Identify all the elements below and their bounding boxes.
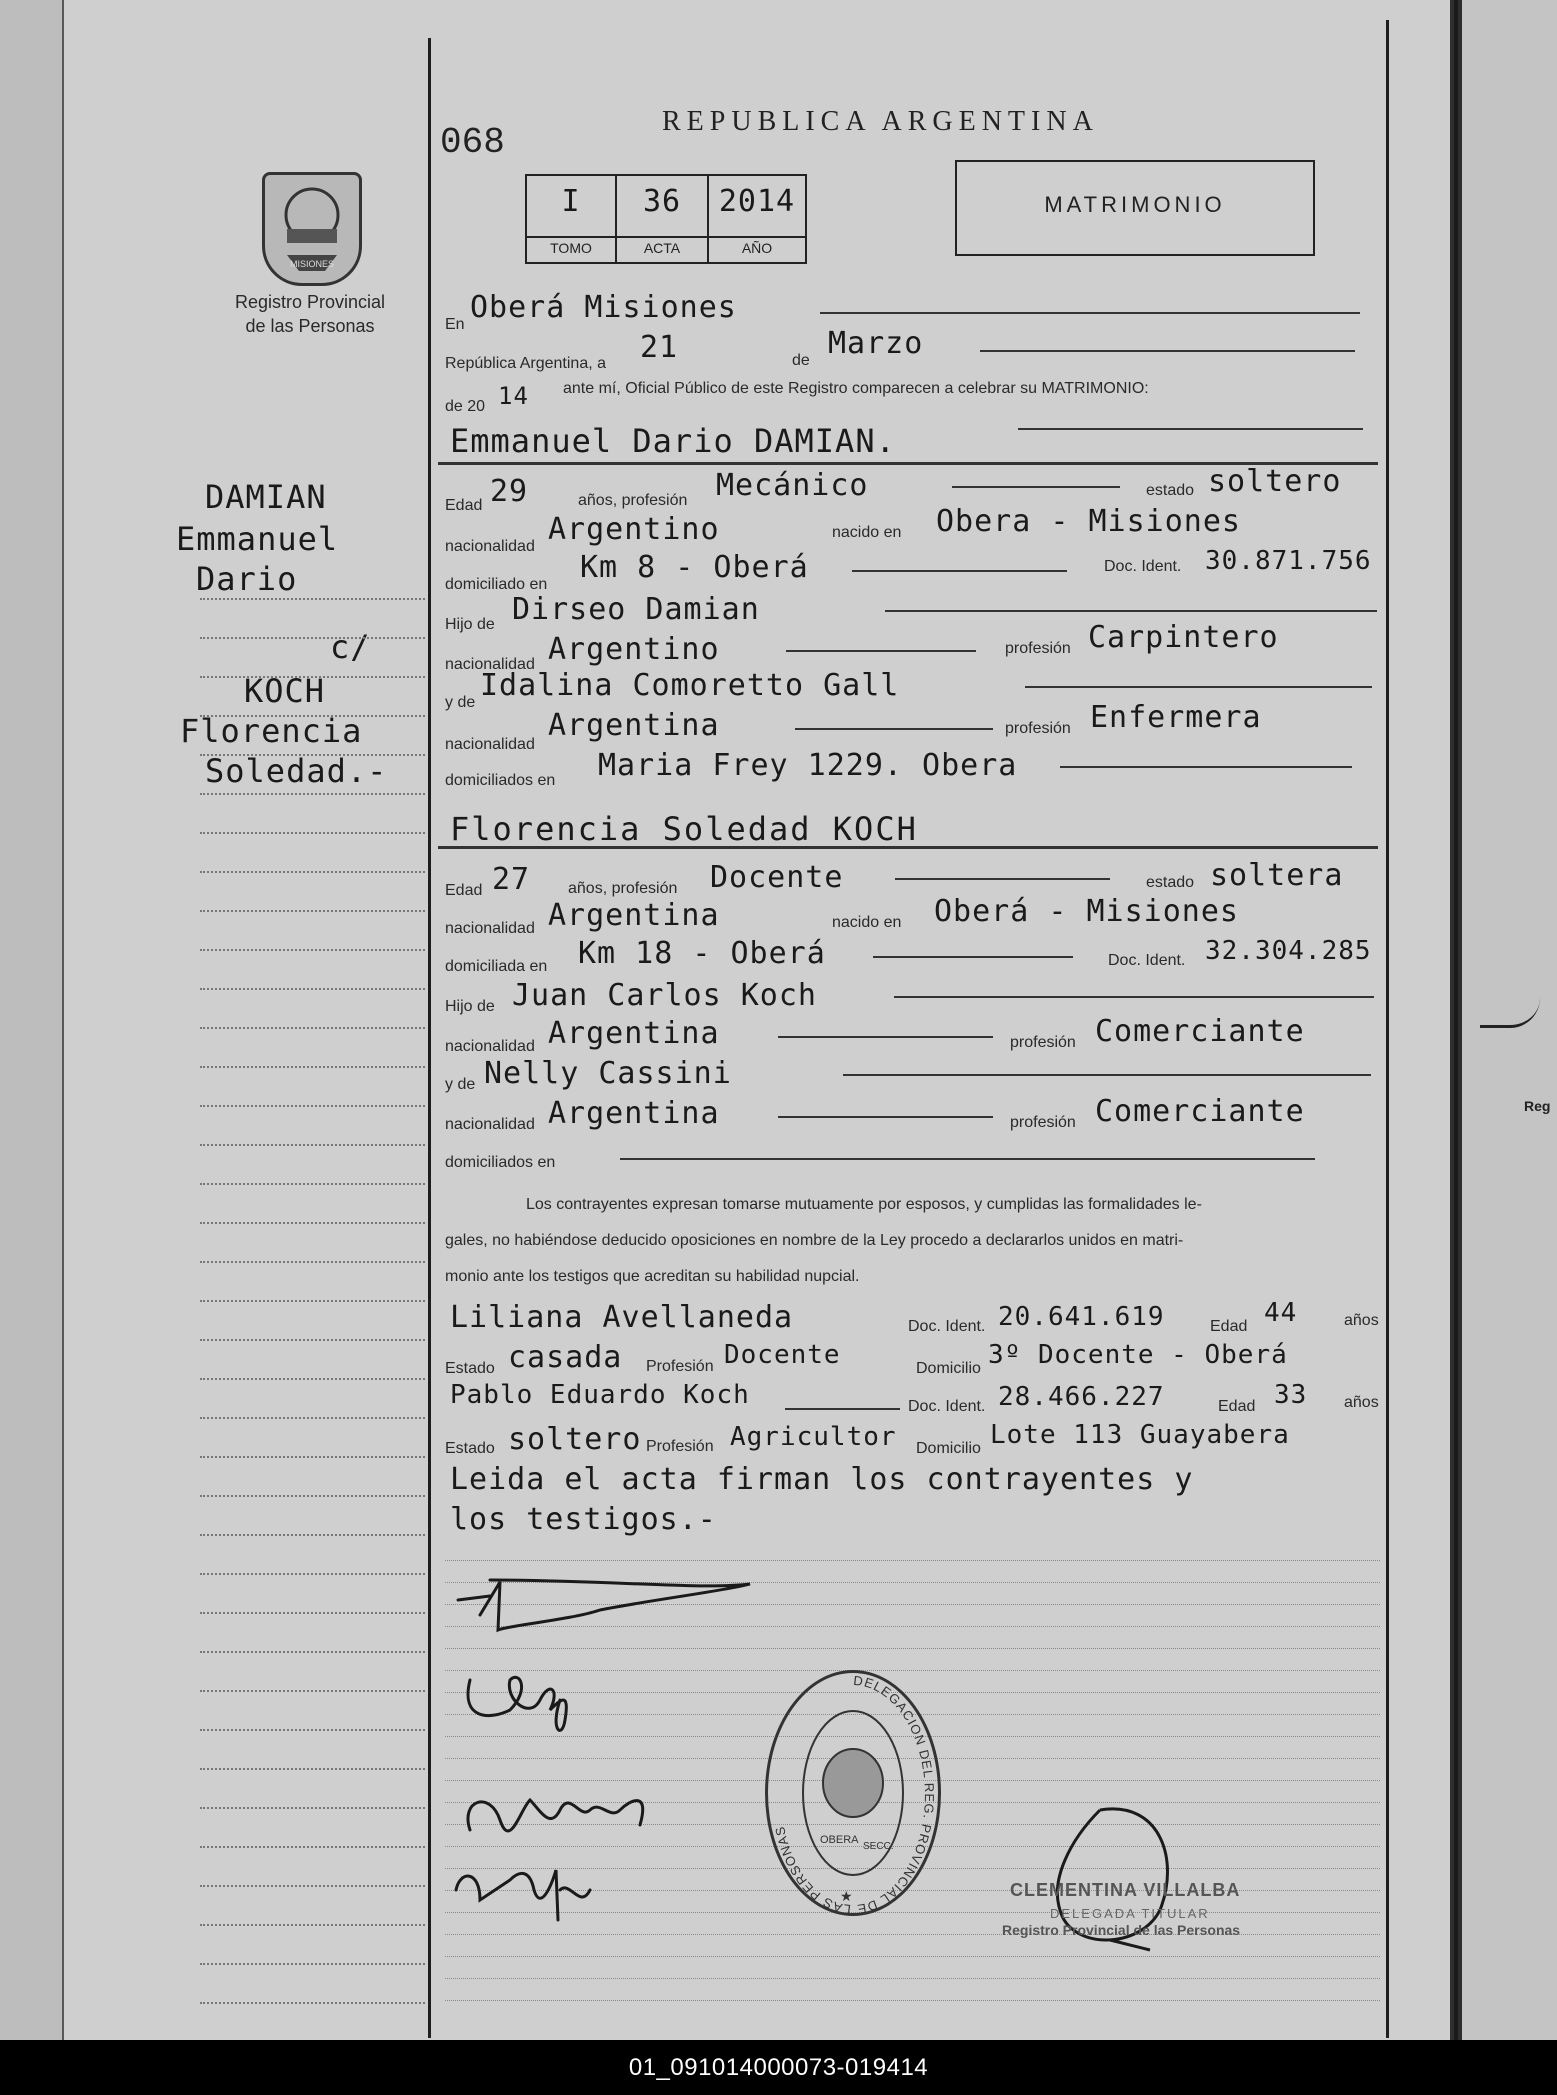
signature-testigo2 xyxy=(456,1870,590,1920)
comparecen-text: ante mí, Oficial Público de este Registro comparecen a celebrar su MATRIMONIO: xyxy=(563,380,1149,397)
margin-rule xyxy=(200,1300,425,1302)
registry-name-line1: Registro Provincial xyxy=(234,292,386,312)
contrayente1-name: Emmanuel Dario DAMIAN. xyxy=(450,422,896,460)
c1-madre-nac-label: nacionalidad xyxy=(445,736,535,753)
column-rule-right xyxy=(1386,20,1389,2038)
margin-rule xyxy=(200,1417,425,1419)
next-page-text: Reg xyxy=(1524,1098,1551,1114)
c2-estado: soltera xyxy=(1210,858,1344,893)
c2-dom-line xyxy=(873,956,1073,958)
anio-label: AÑO xyxy=(741,240,773,256)
margin-rule xyxy=(200,754,425,756)
declaracion-line2: gales, no habiéndose deducido oposiciones en nombre de la Ley procedo a declararlos unidos en matri- xyxy=(445,1232,1184,1249)
margin-rule xyxy=(200,2002,425,2004)
c2-padre-line xyxy=(894,996,1374,998)
official-name: CLEMENTINA VILLALBA xyxy=(1010,1880,1241,1900)
margin-rule xyxy=(200,1612,425,1614)
day-value: 21 xyxy=(640,330,679,365)
c2-domiciliados-label: domiciliados en xyxy=(445,1154,556,1171)
margin-rule xyxy=(200,1651,425,1653)
c2-nacido: Oberá - Misiones xyxy=(934,894,1239,929)
margin-rule xyxy=(200,1885,425,1887)
t2-dom-label: Domicilio xyxy=(916,1440,981,1457)
c2-madre-prof-label: profesión xyxy=(1010,1114,1076,1131)
record-type: MATRIMONIO xyxy=(1044,192,1226,217)
c1-edad: 29 xyxy=(490,474,529,509)
svg-text:★: ★ xyxy=(840,1888,853,1904)
c2-madre-prof: Comerciante xyxy=(1095,1094,1305,1129)
c1-prof-line xyxy=(952,486,1120,488)
c1-domicilio: Km 8 - Oberá xyxy=(580,550,809,585)
c1-dom-line xyxy=(852,570,1067,572)
c1-profesion: Mecánico xyxy=(716,468,869,503)
t1-prof: Docente xyxy=(724,1340,841,1370)
t1-prof-label: Profesión xyxy=(646,1358,714,1375)
margin-given-4: Soledad.- xyxy=(205,752,388,790)
margin-rule xyxy=(200,1768,425,1770)
c1-doc-label: Doc. Ident. xyxy=(1104,558,1182,575)
place-line xyxy=(820,312,1360,314)
margin-rule xyxy=(200,1573,425,1575)
official-cargo: DELEGADA TITULAR xyxy=(1050,1906,1210,1921)
c2-prof-line xyxy=(895,878,1110,880)
margin-rule xyxy=(200,793,425,795)
t1-dom: 3º Docente - Oberá xyxy=(988,1340,1288,1370)
t1-doc-label: Doc. Ident. xyxy=(908,1318,986,1335)
signatures xyxy=(450,1570,770,2050)
page-right-border xyxy=(1454,0,1458,2040)
c2-domiciliada-label: domiciliada en xyxy=(445,958,548,975)
signature-testigo1 xyxy=(468,1800,643,1831)
acta-value: 36 xyxy=(642,184,682,219)
c2-domiciliados-line xyxy=(620,1158,1315,1160)
c1-nacido-label: nacido en xyxy=(832,524,902,541)
c1-madre-line xyxy=(1025,686,1372,688)
t1-edad-label: Edad xyxy=(1210,1318,1248,1335)
c1-doc: 30.871.756 xyxy=(1205,546,1372,576)
en-label: En xyxy=(445,316,465,333)
book-left-edge xyxy=(0,0,64,2040)
de-label: de xyxy=(792,352,810,369)
month-value: Marzo xyxy=(828,326,924,361)
folio-number: 068 xyxy=(440,122,505,163)
c2-madre-nac-label: nacionalidad xyxy=(445,1116,535,1133)
margin-rule xyxy=(200,1924,425,1926)
t2-edad: 33 xyxy=(1274,1380,1308,1410)
margin-surname-1: DAMIAN xyxy=(205,478,327,516)
testigo1-name: Liliana Avellaneda xyxy=(450,1300,794,1335)
margin-rule xyxy=(200,1339,425,1341)
record-type-box xyxy=(955,160,1315,256)
declaracion-line1: Los contrayentes expresan tomarse mutuamente por esposos, y cumplidas las formalidades le- xyxy=(526,1196,1202,1213)
c1-madre-nac-line xyxy=(795,728,993,730)
margin-rule xyxy=(200,1729,425,1731)
c2-doc-label: Doc. Ident. xyxy=(1108,952,1186,969)
margin-rule xyxy=(200,871,425,873)
c1-domiciliado-label: domiciliado en xyxy=(445,576,548,593)
c1-padre-nac-line xyxy=(786,650,976,652)
misiones-crest-logo xyxy=(262,172,362,286)
c2-yde-label: y de xyxy=(445,1076,476,1093)
registry-name-line2: de las Personas xyxy=(245,316,375,336)
tomo-label: TOMO xyxy=(550,240,592,256)
c2-padre-nac-line xyxy=(778,1036,993,1038)
t2-anios-label: años xyxy=(1344,1394,1379,1411)
c2-padre-nac: Argentina xyxy=(548,1016,720,1051)
column-rule-left xyxy=(428,38,431,2038)
c2-padre-nac-label: nacionalidad xyxy=(445,1038,535,1055)
margin-rule xyxy=(200,949,425,951)
margin-rule xyxy=(200,1534,425,1536)
margin-given-2: Dario xyxy=(196,560,298,598)
margin-surname-2: KOCH xyxy=(244,672,326,710)
t2-name-line xyxy=(785,1408,900,1410)
c1-domiciliados: Maria Frey 1229. Obera xyxy=(598,748,1018,783)
margin-rule xyxy=(200,1066,425,1068)
month-line xyxy=(980,350,1355,352)
c2-madre: Nelly Cassini xyxy=(484,1056,732,1091)
acta-reference-box xyxy=(525,174,807,264)
testigo2-name: Pablo Eduardo Koch xyxy=(450,1380,750,1410)
margin-rule xyxy=(200,637,425,639)
margin-rule xyxy=(200,1144,425,1146)
c1-madre-prof-label: profesión xyxy=(1005,720,1071,737)
t2-estado: soltero xyxy=(508,1422,642,1457)
margin-rule xyxy=(200,1456,425,1458)
t2-estado-label: Estado xyxy=(445,1440,495,1457)
t2-prof-label: Profesión xyxy=(646,1438,714,1455)
c1-domiciliados-label: domiciliados en xyxy=(445,772,556,789)
c2-anios-prof-label: años, profesión xyxy=(568,880,678,897)
t2-prof: Agricultor xyxy=(730,1422,897,1452)
c1-nacido: Obera - Misiones xyxy=(936,504,1241,539)
margin-rule xyxy=(200,1807,425,1809)
c1-estado: soltero xyxy=(1208,464,1342,499)
c2-estado-label: estado xyxy=(1146,874,1195,891)
c1-madre-prof: Enfermera xyxy=(1090,700,1262,735)
c1-anios-prof-label: años, profesión xyxy=(578,492,688,509)
seal-center-text: OBERA xyxy=(820,1834,859,1846)
margin-rule xyxy=(200,715,425,717)
c1-padre-line xyxy=(885,610,1377,612)
anio-value: 2014 xyxy=(718,184,796,219)
svg-text:MISIONES: MISIONES xyxy=(289,259,335,269)
margin-given-3: Florencia xyxy=(180,712,363,750)
margin-rule xyxy=(200,988,425,990)
c1-nacionalidad: Argentino xyxy=(548,512,720,547)
c2-madre-nac-line xyxy=(778,1116,993,1118)
seal-secc-text: SECC. xyxy=(863,1841,894,1852)
margin-rule xyxy=(200,1495,425,1497)
body-rule xyxy=(445,1560,1380,1561)
c2-doc: 32.304.285 xyxy=(1205,936,1372,966)
c2-edad-label: Edad xyxy=(445,882,483,899)
c1-nac-label: nacionalidad xyxy=(445,538,535,555)
t2-doc: 28.466.227 xyxy=(998,1382,1165,1412)
c2-profesion: Docente xyxy=(710,860,844,895)
margin-rule xyxy=(200,1027,425,1029)
t1-anios-label: años xyxy=(1344,1312,1379,1329)
margin-rule xyxy=(200,598,425,600)
t2-edad-label: Edad xyxy=(1218,1398,1256,1415)
official-registro: Registro Provincial de las Personas xyxy=(1002,1922,1241,1938)
c2-edad: 27 xyxy=(492,862,531,897)
c1-padre-nac-label: nacionalidad xyxy=(445,656,535,673)
acta-label: ACTA xyxy=(643,240,681,256)
c2-padre-prof-label: profesión xyxy=(1010,1034,1076,1051)
margin-rule xyxy=(200,1846,425,1848)
seal-ring-text: DELEGACION DEL REG. PROVINCIAL DE LAS PERSONAS xyxy=(771,1673,938,1913)
year-prefix: de 20 xyxy=(445,398,486,415)
c2-madre-nac: Argentina xyxy=(548,1096,720,1131)
t1-edad: 44 xyxy=(1264,1298,1298,1328)
c1-padre-nac: Argentino xyxy=(548,632,720,667)
year-suffix: 14 xyxy=(498,382,529,410)
margin-rule xyxy=(200,1378,425,1380)
margin-rule xyxy=(200,1183,425,1185)
t2-dom: Lote 113 Guayabera xyxy=(990,1420,1290,1450)
contrayente2-rule xyxy=(438,846,1378,849)
official-seal xyxy=(765,1670,941,1916)
margin-given-1: Emmanuel xyxy=(176,520,339,558)
tomo-value: I xyxy=(561,184,581,219)
c1-madre-nac: Argentina xyxy=(548,708,720,743)
margin-rule xyxy=(200,832,425,834)
margin-rule xyxy=(200,1222,425,1224)
c2-padre: Juan Carlos Koch xyxy=(512,978,817,1013)
margin-conector: c/ xyxy=(330,628,371,666)
c2-domicilio: Km 18 - Oberá xyxy=(578,936,826,971)
c1-edad-label: Edad xyxy=(445,497,483,514)
c1-yde-label: y de xyxy=(445,694,476,711)
c1-padre-prof-label: profesión xyxy=(1005,640,1071,657)
t1-doc: 20.641.619 xyxy=(998,1302,1165,1332)
t1-estado-label: Estado xyxy=(445,1360,495,1377)
name1-line xyxy=(1018,428,1363,430)
signature-contrayente2 xyxy=(468,1677,566,1730)
c2-madre-line xyxy=(843,1074,1371,1076)
scan-footer-code: 01_091014000073-019414 xyxy=(0,2040,1557,2095)
margin-rule xyxy=(200,1261,425,1263)
c1-domiciliados-line xyxy=(1060,766,1352,768)
c1-madre: Idalina Comoretto Gall xyxy=(480,668,900,703)
place-value: Oberá Misiones xyxy=(470,290,737,325)
closing-line2: los testigos.- xyxy=(450,1502,717,1537)
c1-padre: Dirseo Damian xyxy=(512,592,760,627)
c2-nac-label: nacionalidad xyxy=(445,920,535,937)
margin-rule xyxy=(200,1105,425,1107)
c2-padre-prof: Comerciante xyxy=(1095,1014,1305,1049)
c2-hijo-label: Hijo de xyxy=(445,998,495,1015)
c1-padre-prof: Carpintero xyxy=(1088,620,1279,655)
c1-estado-label: estado xyxy=(1146,482,1195,499)
c1-hijo-label: Hijo de xyxy=(445,616,495,633)
declaracion-line3: monio ante los testigos que acreditan su habilidad nupcial. xyxy=(445,1268,860,1285)
book-left-binding xyxy=(62,0,64,2040)
t1-dom-label: Domicilio xyxy=(916,1360,981,1377)
contrayente2-name: Florencia Soledad KOCH xyxy=(450,810,918,848)
t1-estado: casada xyxy=(508,1340,623,1375)
country-title: REPUBLICA ARGENTINA xyxy=(662,106,1099,137)
c2-nacido-label: nacido en xyxy=(832,914,902,931)
republica-label: República Argentina, a xyxy=(445,355,606,372)
c2-nacionalidad: Argentina xyxy=(548,898,720,933)
margin-rule xyxy=(200,676,425,678)
closing-line1: Leida el acta firman los contrayentes y xyxy=(450,1462,1194,1497)
signature-contrayente1 xyxy=(458,1580,750,1630)
margin-rule xyxy=(200,1963,425,1965)
margin-rule xyxy=(200,1690,425,1692)
t2-doc-label: Doc. Ident. xyxy=(908,1398,986,1415)
margin-rule xyxy=(200,910,425,912)
